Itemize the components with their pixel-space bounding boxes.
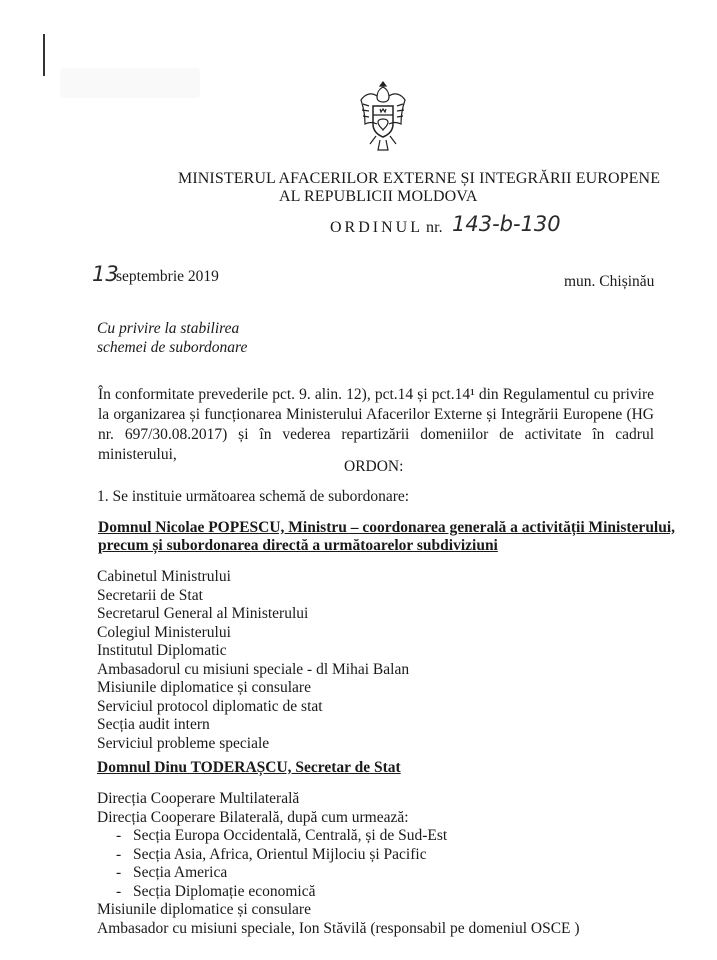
faded-stamp [60,68,200,98]
minister-subdivisions-list [97,568,409,753]
date-day: 13 [92,262,119,286]
list-item: Ambasadorul cu misiuni speciale - dl Mihai Balan [97,660,410,678]
list-item: Serviciul probleme speciale [97,734,270,752]
list-item: Cabinetul Ministrului [97,568,231,585]
ministry-name-line2: AL REPUBLICII MOLDOVA [279,188,478,205]
minister-heading-line2: precum și subordonarea directă a următoarelor subdiviziuni [98,537,498,554]
list-item: Institutul Diplomatic [97,642,227,659]
ordon-heading: ORDON: [344,458,404,475]
order-title: ORDINUL [330,219,423,236]
list-item: - Secția America [97,864,447,883]
subject-line2: schemei de subordonare [97,339,248,356]
list-item: Direcția Cooperare Bilaterală, după cum urmează: [97,808,409,826]
list-item: Misiunile diplomatice și consulare [97,901,311,918]
secretary-other-list [97,901,580,938]
point-1: 1. Se instituie următoarea schemă de subordonare: [97,488,410,505]
margin-mark [43,34,45,76]
list-item: Secretarii de Stat [97,586,203,604]
subject-line1: Cu privire la stabilirea [97,320,240,337]
secretary-directions-list [97,790,409,827]
list-item: - Secția Asia, Africa, Orientul Mijlociu și Pacific [97,846,447,865]
list-item: - Secția Europa Occidentală, Centrală, și de Sud-Est [97,827,447,846]
minister-heading-line1: Domnul Nicolae POPESCU, Ministru – coordonarea generală a activității Ministerului, [98,519,676,536]
coat-of-arms-icon [358,78,408,154]
date-month-year: septembrie 2019 [116,268,219,285]
list-item: Colegiul Ministerului [97,623,231,641]
secretary-heading: Domnul Dinu TODERAȘCU, Secretar de Stat [97,759,401,776]
order-number: 143-b-130 [452,212,561,236]
list-item: Misiunile diplomatice și consulare [97,679,311,696]
order-nr-label: nr. [426,219,443,236]
list-item: Serviciul protocol diplomatic de stat [97,697,323,715]
list-item: Secretarul General al Ministerului [97,605,309,622]
list-item: Direcția Cooperare Multilaterală [97,790,300,807]
bilateral-sections-list [97,827,447,901]
list-item: - Secția Diplomație economică [97,883,447,902]
list-item: Secția audit intern [97,716,210,733]
city: mun. Chișinău [564,273,655,290]
list-item: Ambasador cu misiuni speciale, Ion Stăvilă (responsabil pe domeniul OSCE ) [97,919,580,937]
preamble: În conformitate prevederile pct. 9. alin. 12), pct.14 și pct.14¹ din Regulamentul cu privire la organizarea și funcționarea Ministerului Afacerilor Externe și Integrării Europene (HG nr. 697/30.08.2017) și în vederea repartizării domeniilor de activitate în cadrul ministerului, [98,386,654,463]
ministry-name-line1: MINISTERUL AFACERILOR EXTERNE ȘI INTEGRĂRII EUROPENE [178,170,661,187]
